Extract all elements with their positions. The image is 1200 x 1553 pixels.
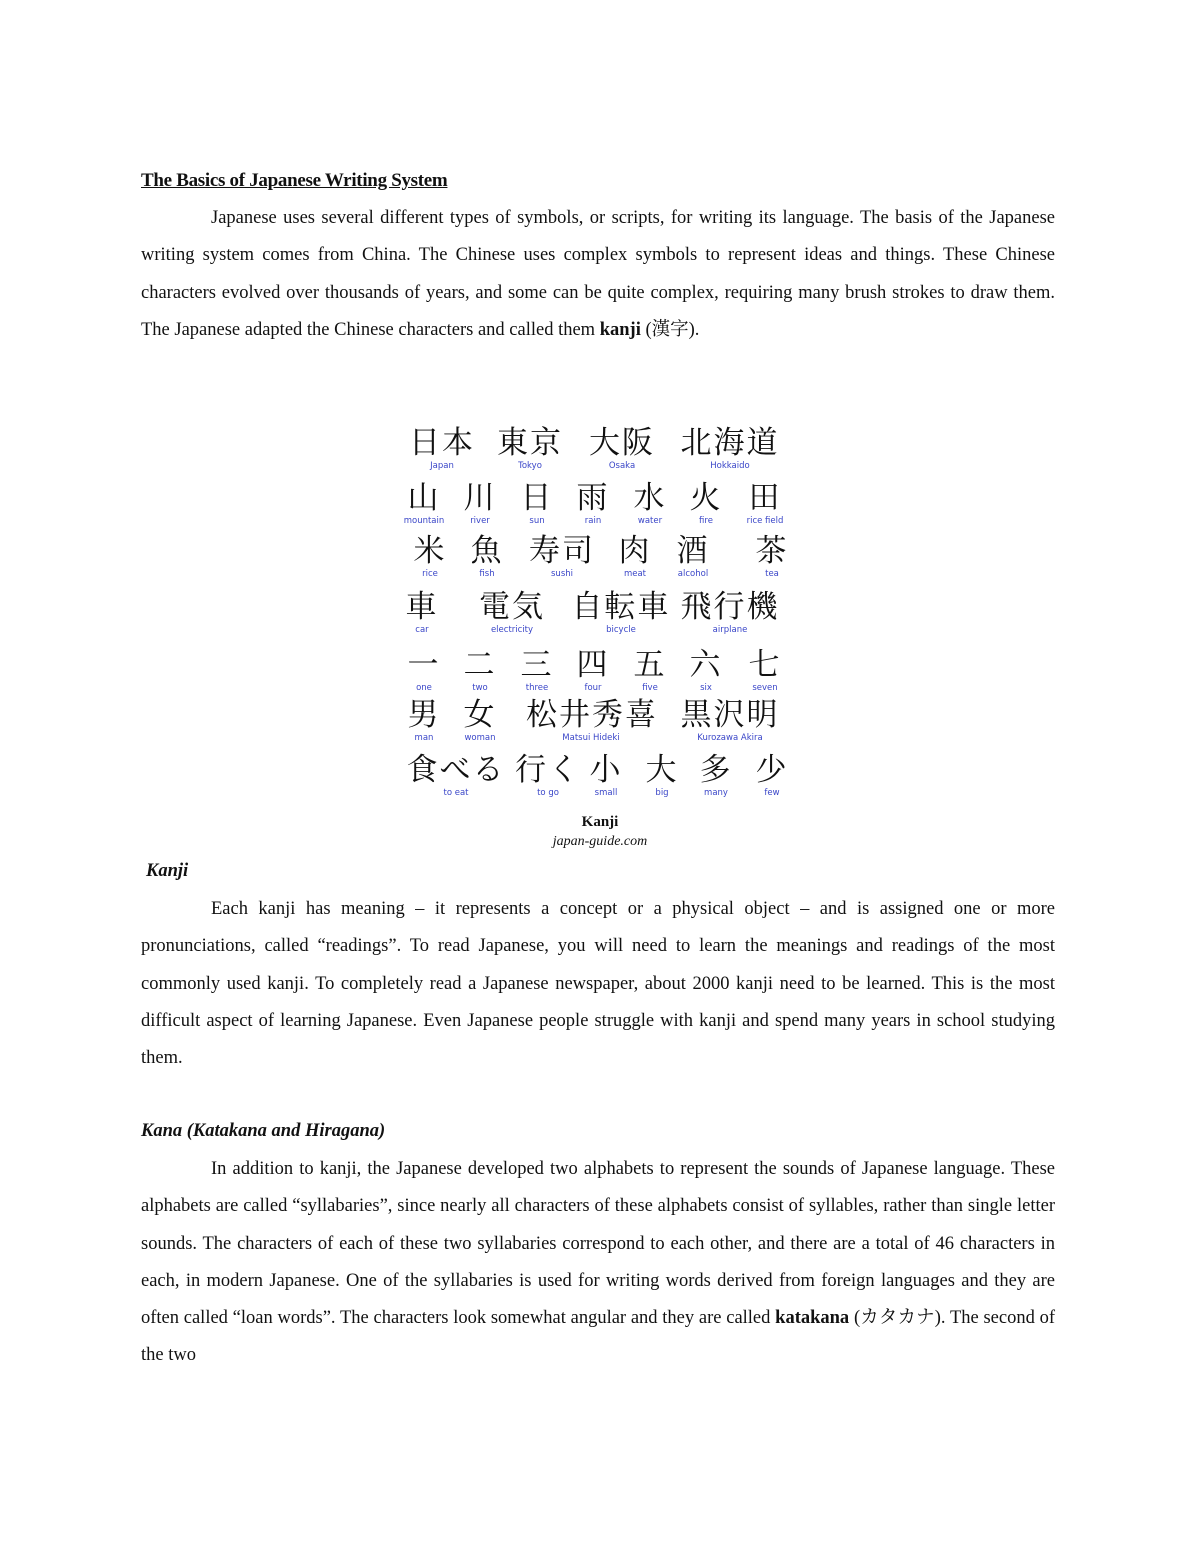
kanji-meaning: woman xyxy=(464,733,496,743)
kanji-row xyxy=(400,752,800,802)
intro-text-end: (漢字). xyxy=(640,319,700,340)
kanji-glyph: 寿司 xyxy=(529,533,595,569)
kanji-glyph: 三 xyxy=(520,647,554,683)
kanji-glyph: 日 xyxy=(520,480,554,516)
kanji-meaning: many xyxy=(704,788,728,798)
kanji-meaning: one xyxy=(416,683,432,693)
kanji-meaning: alcohol xyxy=(677,569,709,579)
kanji-row xyxy=(400,589,800,639)
kanji-glyph: 五 xyxy=(633,647,667,683)
kanji-glyph: 茶 xyxy=(755,533,789,569)
kanji-glyph: 大阪 xyxy=(589,425,655,461)
kanji-glyph: 食べる xyxy=(406,752,506,788)
kanji-glyph: 小 xyxy=(589,752,623,788)
kanji-glyph: 川 xyxy=(463,480,497,516)
kanji-glyph: 女 xyxy=(463,697,497,733)
kanji-meaning: rice xyxy=(422,569,438,579)
kanji-glyph: 松井秀喜 xyxy=(526,697,658,733)
kanji-item xyxy=(707,533,837,579)
intro-bold-term: kanji xyxy=(599,319,641,340)
kanji-meaning: Osaka xyxy=(608,461,636,471)
kana-paragraph xyxy=(141,1151,1055,1375)
kanji-glyph: 東京 xyxy=(497,425,563,461)
kanji-meaning: airplane xyxy=(712,625,748,635)
kanji-glyph: 車 xyxy=(405,589,439,625)
kanji-meaning: Kurozawa Akira xyxy=(697,733,763,743)
kanji-glyph: 肉 xyxy=(618,533,652,569)
kana-text-end: (カタカナ). The second of the two xyxy=(141,1308,1055,1366)
kanji-glyph: 黒沢明 xyxy=(680,697,780,733)
kanji-glyph: 山 xyxy=(407,480,441,516)
kanji-meaning: two xyxy=(472,683,488,693)
kanji-glyph: 七 xyxy=(748,647,782,683)
kanji-glyph: 水 xyxy=(633,480,667,516)
kanji-glyph: 北海道 xyxy=(680,425,780,461)
kanji-text: Each kanji has meaning – it represents a concept or a physical object – and is assigned one or more pronunciations, called “readings”. To read Japanese, you will need to learn the meanings and readings of the most commonly used kanji. To completely read a Japanese newspaper, about 2000 kanji need to be learned. This is the most difficult aspect of learning Japanese. Even Japanese people struggle with kanji and spend many years in school studying them. xyxy=(141,899,1055,1069)
kanji-meaning: to go xyxy=(537,788,559,798)
kanji-row xyxy=(400,425,800,475)
kanji-meaning: Hokkaido xyxy=(710,461,750,471)
kanji-glyph: 男 xyxy=(407,697,441,733)
kanji-glyph: 電気 xyxy=(479,589,545,625)
kanji-meaning: water xyxy=(637,516,663,526)
kanji-meaning: fire xyxy=(699,516,713,526)
kanji-meaning: electricity xyxy=(490,625,534,635)
kanji-meaning: four xyxy=(584,683,602,693)
kanji-glyph: 雨 xyxy=(576,480,610,516)
kanji-item xyxy=(665,589,795,635)
kanji-meaning: seven xyxy=(752,683,778,693)
kanji-row xyxy=(400,480,800,530)
kanji-glyph: 六 xyxy=(689,647,723,683)
kanji-item xyxy=(665,697,795,743)
kana-text: In addition to kanji, the Japanese developed two alphabets to represent the sounds of Japanese language. These alphabets are called “syllabaries”, since nearly all characters of these alphabets consist of syllables, rather than single letter sounds. The characters of each of these two syllabaries correspond to each other, and there are a total of 46 characters in each, in modern Japanese. One of the syllabaries is used for writing words derived from foreign languages and they are often called “loan words”. The characters look somewhat angular and they are called xyxy=(141,1159,1055,1329)
kanji-item xyxy=(707,752,837,798)
intro-paragraph xyxy=(141,200,1055,349)
kanji-glyph: 飛行機 xyxy=(680,589,780,625)
kanji-glyph: 少 xyxy=(755,752,789,788)
kanji-glyph: 米 xyxy=(413,533,447,569)
kanji-glyph: 田 xyxy=(748,480,782,516)
kanji-meaning: Matsui Hideki xyxy=(562,733,620,743)
kanji-meaning: Japan xyxy=(430,461,454,471)
kanji-paragraph xyxy=(141,891,1055,1077)
kanji-meaning: to eat xyxy=(443,788,469,798)
kanji-meaning: small xyxy=(594,788,618,798)
kana-heading: Kana (Katakana and Hiragana) xyxy=(141,1121,386,1141)
kanji-glyph: 酒 xyxy=(676,533,710,569)
kanji-meaning: man xyxy=(414,733,434,743)
kanji-meaning: three xyxy=(525,683,549,693)
kanji-meaning: five xyxy=(642,683,658,693)
kanji-item xyxy=(700,480,830,526)
kanji-meaning: few xyxy=(764,788,780,798)
kanji-row xyxy=(400,647,800,697)
kanji-glyph: 多 xyxy=(699,752,733,788)
kanji-meaning: fish xyxy=(479,569,495,579)
kanji-glyph: 二 xyxy=(463,647,497,683)
kanji-item xyxy=(700,647,830,693)
kanji-meaning: rain xyxy=(584,516,602,526)
kanji-glyph: 自転車 xyxy=(571,589,671,625)
kanji-meaning: sushi xyxy=(551,569,573,579)
kanji-row xyxy=(400,533,800,583)
kanji-row xyxy=(400,697,800,747)
kanji-meaning: tea xyxy=(765,569,779,579)
kanji-glyph: 日本 xyxy=(409,425,475,461)
page-title: The Basics of Japanese Writing System xyxy=(141,170,448,191)
kanji-meaning: car xyxy=(415,625,429,635)
figure-caption: Kanji xyxy=(581,814,619,830)
kanji-meaning: sun xyxy=(529,516,545,526)
figure-source: japan-guide.com xyxy=(552,834,648,849)
kanji-meaning: meat xyxy=(623,569,647,579)
kanji-meaning: big xyxy=(655,788,669,798)
kanji-meaning: bicycle xyxy=(606,625,636,635)
kanji-glyph: 魚 xyxy=(470,533,504,569)
kanji-item xyxy=(526,697,656,743)
kanji-glyph: 一 xyxy=(407,647,441,683)
kanji-glyph: 行く xyxy=(515,752,581,788)
kanji-meaning: six xyxy=(700,683,712,693)
kanji-heading: Kanji xyxy=(146,861,189,881)
kanji-figure xyxy=(400,425,800,805)
kanji-meaning: rice field xyxy=(746,516,784,526)
kanji-item xyxy=(665,425,795,471)
kanji-glyph: 火 xyxy=(689,480,723,516)
kanji-meaning: mountain xyxy=(403,516,445,526)
kanji-meaning: river xyxy=(470,516,490,526)
kana-bold-term: katakana xyxy=(775,1308,850,1329)
kanji-glyph: 大 xyxy=(645,752,679,788)
kanji-glyph: 四 xyxy=(576,647,610,683)
intro-text: Japanese uses several different types of symbols, or scripts, for writing its language. The basis of the Japanese writing system comes from China. The Chinese uses complex symbols to represent ideas and things. These Chinese characters evolved over thousands of years, and some can be quite complex, requiring many brush strokes to draw them. The Japanese adapted the Chinese characters and called them xyxy=(141,208,1055,340)
kanji-meaning: Tokyo xyxy=(518,461,542,471)
